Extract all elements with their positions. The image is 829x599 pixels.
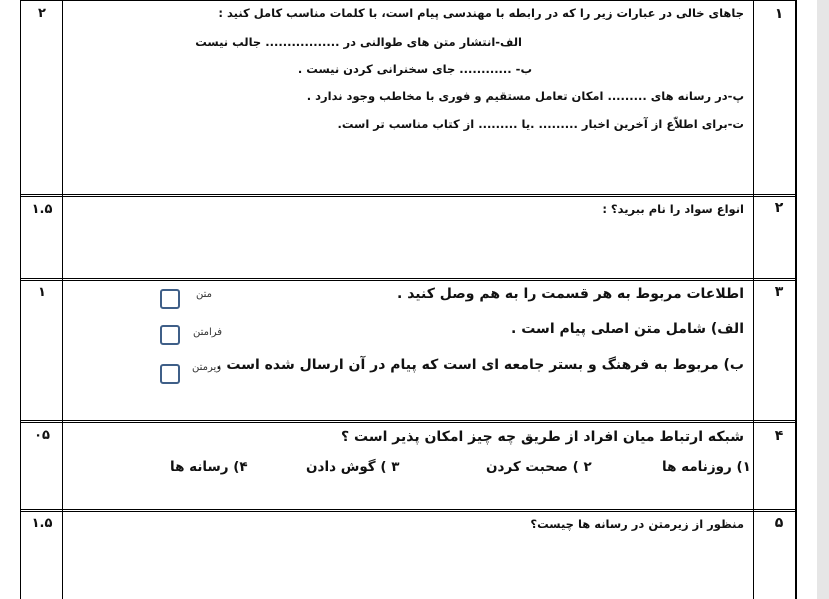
- row-divider: [20, 278, 797, 279]
- question-score: ۰۵: [34, 428, 50, 443]
- question-number: ۳: [774, 284, 784, 300]
- answer-option: ۱) روزنامه ها: [662, 459, 751, 475]
- question-score: ۱.۵: [31, 202, 53, 217]
- answer-option: ۲ ) صحبت کردن: [486, 459, 592, 475]
- choice-label: متن: [196, 289, 212, 300]
- question-number: ۲: [774, 200, 784, 216]
- answer-option: ۳ ) گوش دادن: [306, 459, 400, 475]
- row-divider: [20, 420, 797, 421]
- question-line: ب) مربوط به فرهنگ و بستر جامعه ای است که پیام در آن ارسال شده است .: [216, 357, 744, 373]
- table-border-top: [20, 0, 797, 1]
- choice-label: فرامتن: [193, 327, 223, 338]
- question-number: ۵: [774, 515, 784, 531]
- question-1-body: [66, 6, 744, 192]
- question-score: ۱: [38, 285, 46, 300]
- question-score: ۱.۵: [31, 516, 53, 531]
- question-line: الف-انتشار متن های طوالنی در ................. جالب نیست: [195, 35, 522, 49]
- question-prompt: شبکه ارتباط میان افراد از طریق چه چیز امکان پذیر است ؟: [341, 429, 744, 445]
- question-4-body: [66, 428, 744, 504]
- question-prompt: انواع سواد را نام ببرید؟ :: [602, 202, 744, 216]
- question-number: ۱: [774, 6, 784, 22]
- answer-option: ۴) رسانه ها: [170, 459, 248, 475]
- question-line: ت-برای اطلاّع از آخرین اخبار ......... .یا ......... از کتاب مناسب تر است.: [337, 117, 744, 131]
- question-prompt: جاهای خالی در عبارات زیر را که در رابطه با مهندسی پیام است، با کلمات مناسب کامل کنید :: [218, 6, 744, 20]
- question-prompt: اطلاعات مربوط به هر قسمت را به هم وصل کنید .: [397, 286, 744, 302]
- row-divider: [20, 422, 797, 423]
- choice-checkbox[interactable]: [160, 364, 180, 384]
- question-line: ب- ............ جای سخنرانی کردن نیست .: [297, 62, 532, 76]
- exam-table: [20, 0, 797, 599]
- row-divider: [20, 196, 797, 197]
- row-divider: [20, 194, 797, 195]
- question-5-body: [66, 517, 744, 597]
- question-prompt: منظور از زیرمتن در رسانه ها چیست؟: [530, 517, 744, 531]
- question-2-body: [66, 202, 744, 272]
- page-gutter: [817, 0, 829, 599]
- choice-checkbox[interactable]: [160, 325, 180, 345]
- choice-checkbox[interactable]: [160, 289, 180, 309]
- row-divider: [20, 511, 797, 512]
- question-number: ۴: [774, 428, 784, 444]
- question-line: الف) شامل متن اصلی پیام است .: [511, 321, 744, 337]
- choice-label: زیرمتن: [192, 362, 222, 373]
- question-score: ۲: [38, 6, 46, 21]
- row-divider: [20, 280, 797, 281]
- row-divider: [20, 509, 797, 510]
- question-line: پ-در رسانه های ......... امکان تعامل مستقیم و فوری با مخاطب وجود ندارد .: [306, 89, 744, 103]
